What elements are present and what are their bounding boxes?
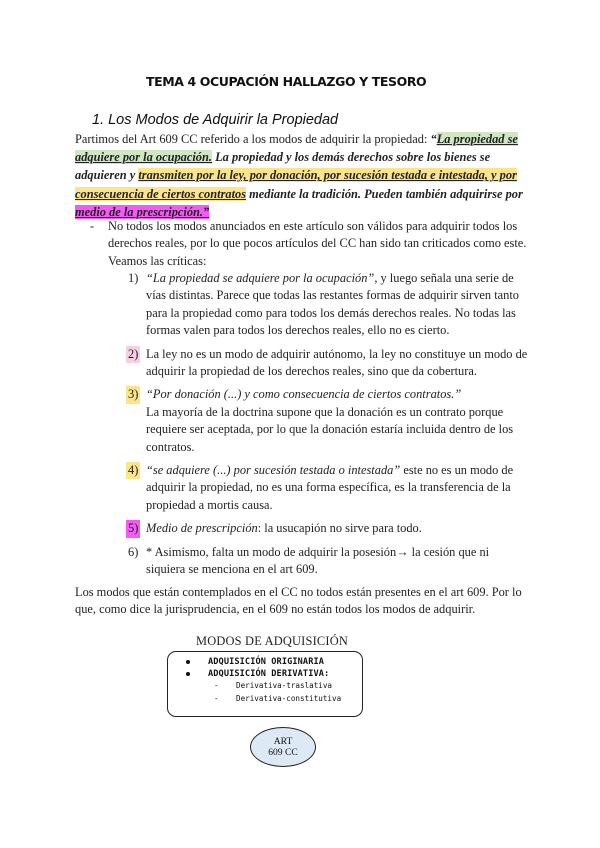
section-heading: 1. Los Modos de Adquirir la Propiedad xyxy=(92,112,339,128)
acquisition-modes-box xyxy=(167,651,363,717)
diagram-title: MODOS DE ADQUISICIÓN xyxy=(196,634,349,648)
critic-text: La ley no es un modo de adquirir autónomo, la ley no constituye un modo de adquirir la propiedad de los derechos reales, sino que da cobertura. xyxy=(146,346,528,379)
quote-open: “ xyxy=(430,132,437,146)
dash-item-text: No todos los modos anunciados en este artículo son válidos para adquirir todos los derechos reales, por lo que pocos artículos del CC han sido tan criticados como este. Veamos las críticas: xyxy=(108,219,527,268)
critic-item-4 xyxy=(126,462,531,514)
critic-quote: Medio de prescripción xyxy=(146,521,258,536)
dash-bullet: - xyxy=(90,219,95,233)
quote-prescripcion: medio de la prescripción.” xyxy=(75,204,210,219)
critic-number: 6) xyxy=(128,544,139,559)
critic-item-3 xyxy=(126,386,531,456)
critic-text: , y luego señala una serie de vías distintas. Parece que todas las restantes formas de adquirir sirven tanto para la propiedad como para todos los demás derechos reales. No todas las formas valen para todos los derechos reales, ello no es cierto. xyxy=(146,271,519,338)
critic-text: * Asimismo, falta un modo de adquirir la posesión→ la cesión que ni siquiera se menciona en el art 609. xyxy=(146,544,490,577)
critic-number: 2) xyxy=(126,346,140,363)
critic-item-2 xyxy=(126,346,531,381)
acquisition-modes-list xyxy=(178,656,341,705)
critic-quote: “Por donación (...) y como consecuencia de ciertos contratos.” xyxy=(146,387,462,402)
closing-paragraph: Los modos que están contemplados en el CC no todos están presentes en el art 609. Por lo que, como dice la jurisprudencia, en el 609 no están todos los modos de adquirir. xyxy=(75,585,522,617)
critics-list xyxy=(126,270,531,585)
critic-item-6 xyxy=(126,544,531,579)
document-title: TEMA 4 OCUPACIÓN HALLAZGO Y TESORO xyxy=(146,74,427,89)
submode-constitutiva: - Derivativa-constitutiva xyxy=(178,693,341,706)
quote-ocupacion: La propiedad se adquiere por la ocupación. xyxy=(75,132,518,165)
critic-number: 3) xyxy=(126,386,140,403)
bubble-line-art: ART xyxy=(273,736,293,747)
critic-item-1 xyxy=(126,270,531,340)
critic-quote: “La propiedad se adquiere por la ocupación” xyxy=(146,271,375,285)
dash-list-item xyxy=(90,218,530,270)
quote-tradicion: mediante la tradición. Pueden también adquirirse por xyxy=(246,186,523,201)
critic-item-5 xyxy=(126,520,531,537)
critic-text: : la usucapión no sirve para todo. xyxy=(257,521,422,536)
art-609-bubble xyxy=(250,727,316,767)
critic-number: 5) xyxy=(126,520,140,537)
critic-quote: “se adquiere (...) por sucesión testada o intestada” xyxy=(146,463,401,478)
bubble-line-609: 609 CC xyxy=(268,747,298,758)
quote-derechos: La propiedad y los demás derechos sobre los bienes se adquieren y xyxy=(75,150,491,183)
critic-text: La mayoría de la doctrina supone que la donación es un contrato porque requiere ser aceptada, por lo que la donación estaría incluida dentro de los contratos. xyxy=(146,404,514,454)
critic-number: 1) xyxy=(128,271,139,285)
mode-originaria: ADQUISICIÓN ORIGINARIA xyxy=(178,656,341,668)
submode-traslativa: - Derivativa-traslativa xyxy=(178,680,341,693)
critic-number: 4) xyxy=(126,462,140,479)
intro-paragraph xyxy=(75,130,535,221)
intro-lead: Partimos del Art 609 CC referido a los modos de adquirir la propiedad: xyxy=(75,132,431,146)
quote-transmiten: transmiten por la ley, por donación, por sucesión testada e intestada, y por consecuencia de ciertos contratos xyxy=(75,168,517,201)
critic-text: este no es un modo de adquirir la propiedad, no es una forma específica, es la transferencia de la propiedad a mortis causa. xyxy=(146,463,514,512)
mode-derivativa: ADQUISICIÓN DERIVATIVA: xyxy=(178,668,341,680)
